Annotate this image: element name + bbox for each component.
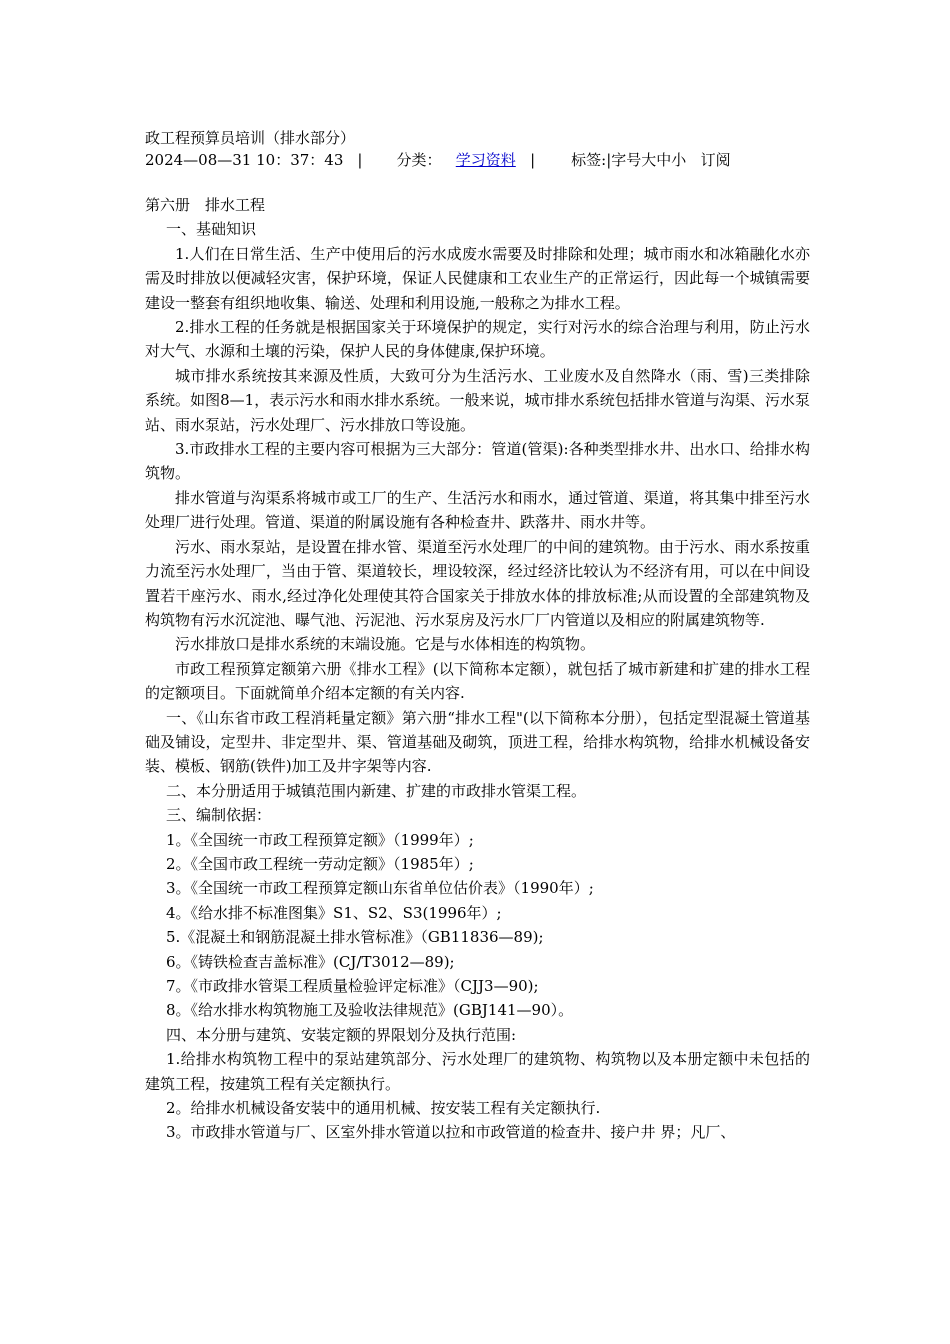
paragraph: 市政工程预算定额第六册《排水工程》(以下简称本定额），就包括了城市新建和扩建的排水工程的定额项目。下面就简单介绍本定额的有关内容.: [145, 659, 810, 703]
post-meta: [145, 149, 810, 171]
paragraph: 排水管道与沟渠系将城市或工厂的生产、生活污水和雨水，通过管道、渠道，将其集中排至污水处理厂进行处理。管道、渠道的附属设施有各种检查井、跌落井、雨水井等。: [145, 488, 810, 532]
paragraph: 污水、雨水泵站，是设置在排水管、渠道至污水处理厂的中间的建筑物。由于污水、雨水系按重力流至污水处理厂，当由于管、渠道较长，埋设较深，经过经济比较认为不经济有用，可以在中间设置若干座污水、雨水,经过净化处理使其符合国家关于排放水体的排放标准;从而设置的全部建筑物及构筑物有污水沉淀池、曝气池、污泥池、污水泵房及污水厂厂内管道以及相应的附属建筑物等.: [145, 537, 810, 629]
paragraph: 2。给排水机械设备安装中的通用机械、按安装工程有关定额执行.: [166, 1099, 601, 1118]
paragraph: 污水排放口是排水系统的末端设施。它是与水体相连的构筑物。: [175, 635, 596, 654]
post-datetime: 2024—08—31 10：37：43: [145, 151, 344, 169]
paragraph: 三、编制依据：: [166, 806, 272, 825]
paragraph: 四、本分册与建筑、安装定额的界限划分及执行范围:: [166, 1025, 517, 1044]
document-body: [145, 193, 810, 1145]
meta-separator: |: [357, 151, 363, 169]
list-item: 3。《全国统一市政工程预算定额山东省单位估价表》（1990年）;: [166, 879, 594, 898]
subsection-heading: 一、基础知识: [166, 220, 257, 239]
list-item: 2。《全国市政工程统一劳动定额》（1985年）;: [166, 854, 474, 873]
list-item: 5.《混凝土和钢筋混凝土排水管标准》（GB11836—89);: [166, 928, 544, 947]
paragraph: 3.市政排水工程的主要内容可根据为三大部分：管道(管渠):各种类型排水井、出水口、给排水构筑物。: [145, 440, 810, 483]
paragraph: 2.排水工程的任务就是根据国家关于环境保护的规定，实行对污水的综合治理与利用，防止污水对大气、水源和土壤的污染，保护人民的身体健康,保护环境。: [145, 318, 810, 361]
paragraph: 1.给排水构筑物工程中的泵站建筑部分、污水处理厂的建筑物、构筑物以及本册定额中未包括的建筑工程，按建筑工程有关定额执行。: [145, 1050, 810, 1093]
section-heading: 第六册 排水工程: [145, 196, 266, 214]
list-item: 8。《给水排水构筑物施工及验收法律规范》(GBJ141—90）。: [166, 1001, 574, 1020]
list-item: 6。《铸铁检查吉盖标准》(CJ/T3012—89);: [166, 952, 455, 971]
document-page: [145, 127, 810, 1145]
subscribe-link[interactable]: 订阅: [700, 151, 731, 169]
paragraph: 二、本分册适用于城镇范围内新建、扩建的市政排水管渠工程。: [166, 781, 587, 800]
paragraph: 城市排水系统按其来源及性质，大致可分为生活污水、工业废水及自然降水（雨、雪)三类排除系统。如图8—1，表示污水和雨水排水系统。一般来说，城市排水系统包括排水管道与沟渠、污水泵站、雨水泵站，污水处理厂、污水排放口等设施。: [145, 366, 810, 434]
category-label: 分类：: [396, 151, 442, 169]
paragraph: 一、《山东省市政工程消耗量定额》第六册“排水工程"(以下简称本分册），包括定型混凝土管道基础及铺设，定型井、非定型井、渠、管道基础及砌筑，顶进工程，给排水构筑物，给排水机械设备安装、模板、钢筋(铁件)加工及井字架等内容.: [145, 708, 810, 776]
category-link[interactable]: 学习资料: [455, 151, 516, 169]
document-title: 政工程预算员培训（排水部分）: [145, 129, 356, 147]
list-item: 4。《给水排不标准图集》S1、S2、S3(1996年）;: [166, 903, 502, 922]
tags-label: 标签:: [571, 151, 607, 169]
meta-separator: |: [530, 151, 536, 169]
font-size-controls[interactable]: |字号大中小: [606, 151, 687, 169]
paragraph: 1.人们在日常生活、生产中使用后的污水成废水需要及时排除和处理；城市雨水和冰箱融化水亦需及时排放以便减轻灾害，保护环境，保证人民健康和工农业生产的正常运行，因此每一个城镇需要建设一整套有组织地收集、输送、处理和利用设施,一般称之为排水工程。: [145, 244, 810, 312]
list-item: 7。《市政排水管渠工程质量检验评定标准》（CJJ3—90);: [166, 977, 539, 995]
paragraph: 3。市政排水管道与厂、区室外排水管道以拉和市政管道的检查井、接户井 界；凡厂、: [166, 1123, 736, 1142]
list-item: 1。《全国统一市政工程预算定额》（1999年）;: [166, 830, 474, 849]
